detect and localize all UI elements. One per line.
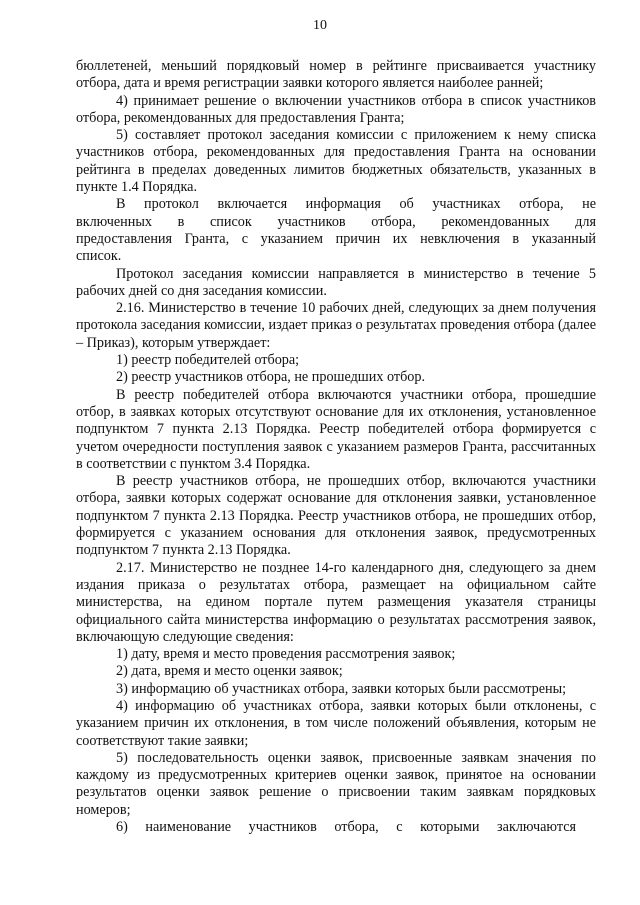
section-2-17: 2.17. Министерство не позднее 14-го календарного дня, следующего за днем издания приказа о результатах отбора, размещает на официальном сайте министерства, на едином портале путем размещения указателя страницы официального сайта министерства информацию о результатах рассмотрения заявок, включающую следующие сведения:	[76, 559, 596, 645]
list-item: 6) наименование участников отбора, с которыми заключаются	[116, 819, 577, 836]
page-number: 10	[313, 18, 327, 33]
list-item: 5) составляет протокол заседания комиссии с приложением к нему списка участников отбора, рекомендованных для предоставления Гранта на основании рейтинга в пределах доведенных лимитов бюджетных обязательств, указанных в пункте 1.4 Порядка.	[76, 127, 596, 196]
list-item: 3) информацию об участниках отбора, заявки которых были рассмотрены;	[116, 680, 567, 697]
paragraph: В реестр победителей отбора включаются участники отбора, прошедшие отбор, в заявках которых отсутствуют основание для их отклонения, установленное подпунктом 7 пункта 2.13 Порядка. Реестр победителей отбора формируется с учетом очередности поступления заявок с указанием размеров Гранта, рассчитанных в соответствии с пунктом 3.4 Порядка.	[76, 386, 596, 472]
list-item: 2) реестр участников отбора, не прошедших отбор.	[116, 369, 426, 386]
paragraph: Протокол заседания комиссии направляется в министерство в течение 5 рабочих дней со дня заседания комиссии.	[76, 265, 596, 299]
paragraph: бюллетеней, меньший порядковый номер в рейтинге присваивается участнику отбора, дата и время регистрации заявки которого является наиболее ранней;	[76, 58, 596, 92]
list-item: 1) реестр победителей отбора;	[116, 352, 300, 369]
document-body	[76, 58, 596, 836]
paragraph: В реестр участников отбора, не прошедших отбор, включаются участники отбора, заявки которых содержат основание для отклонения заявки, установленное подпунктом 7 пункта 2.13 Порядка. Реестр участников отбора, не прошедших отбор, формируется с указанием основания для отклонения заявок, предусмотренных подпунктом 7 пункта 2.13 Порядка.	[76, 473, 596, 559]
section-2-16: 2.16. Министерство в течение 10 рабочих дней, следующих за днем получения протокола заседания комиссии, издает приказ о результатах проведения отбора (далее – Приказ), которым утверждает:	[76, 300, 596, 351]
list-item: 2) дата, время и место оценки заявок;	[116, 663, 343, 680]
list-item: 4) принимает решение о включении участников отбора в список участников отбора, рекомендованных для предоставления Гранта;	[76, 92, 596, 126]
list-item: 5) последовательность оценки заявок, присвоенные заявкам значения по каждому из предусмотренных критериев оценки заявок, принятое на основании результатов оценки заявок решение о присвоении таким заявкам порядковых номеров;	[76, 749, 596, 818]
list-item: 1) дату, время и место проведения рассмотрения заявок;	[116, 646, 456, 663]
paragraph: В протокол включается информация об участниках отбора, не включенных в список участников отбора, рекомендованных для предоставления Гранта, с указанием причин их невключения в указанный список.	[76, 196, 596, 265]
list-item: 4) информацию об участниках отбора, заявки которых были отклонены, с указанием причин их отклонения, в том числе положений объявления, которым не соответствуют такие заявки;	[76, 697, 596, 749]
